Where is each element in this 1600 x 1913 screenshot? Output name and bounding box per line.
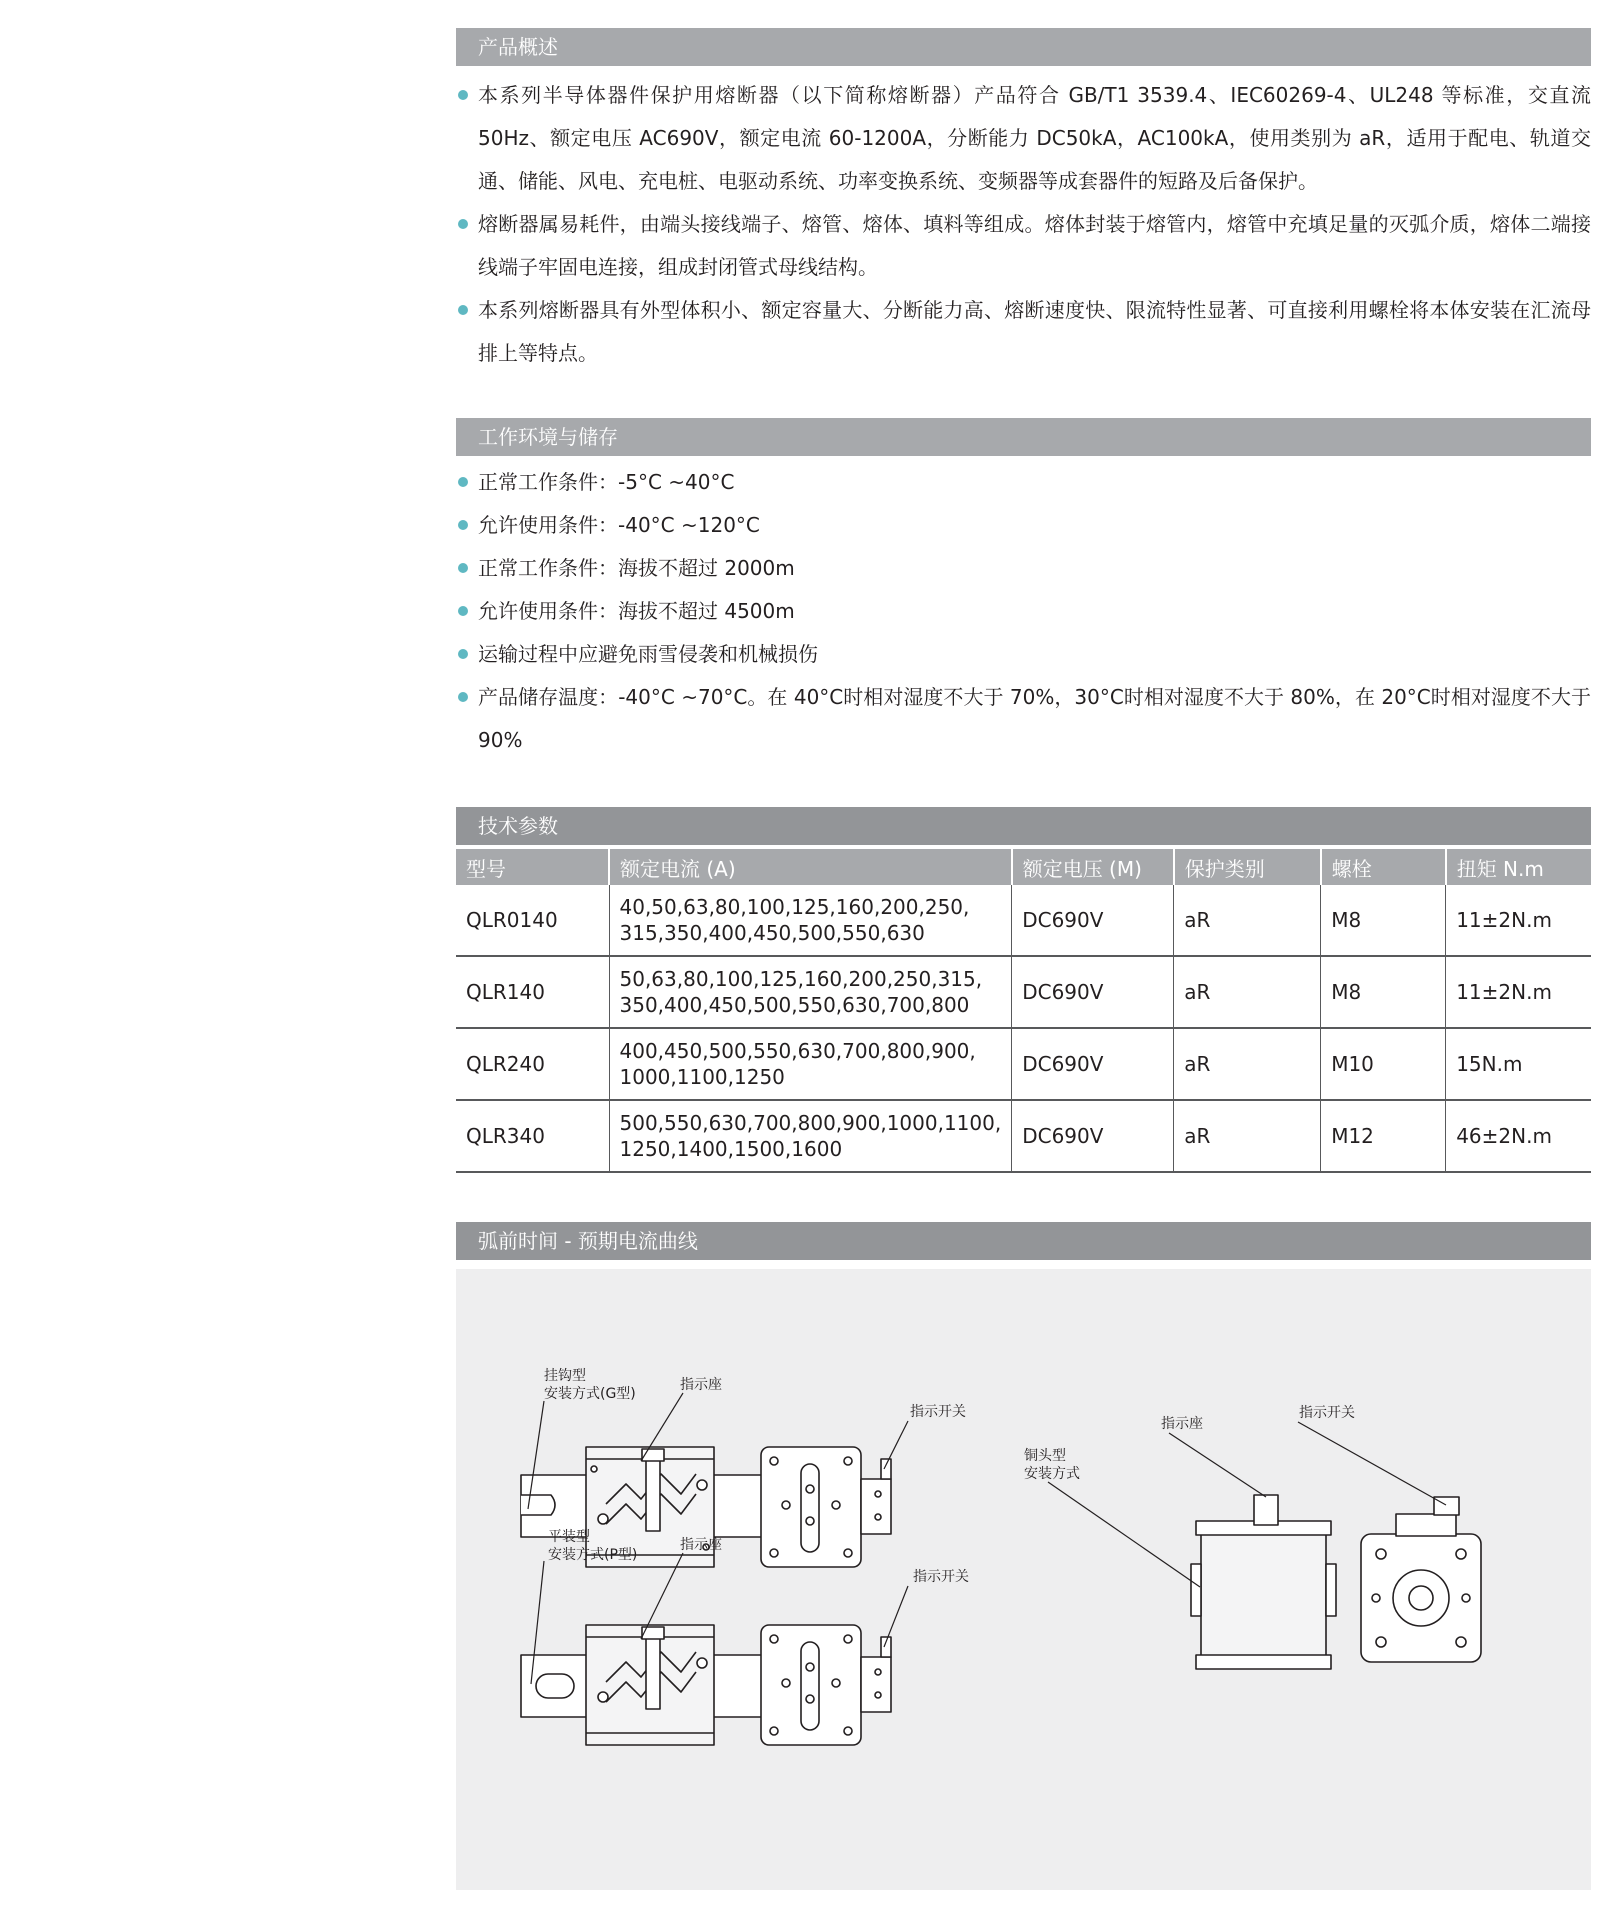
environment-item: 运输过程中应避免雨雪侵袭和机械损伤 bbox=[456, 633, 1591, 676]
cell-category: aR bbox=[1174, 885, 1321, 956]
indicator-seat-label: 指示座 bbox=[680, 1377, 722, 1393]
environment-item: 正常工作条件：-5°C ~40°C bbox=[456, 461, 1591, 504]
col-current: 额定电流 (A) bbox=[609, 849, 1012, 885]
col-model: 型号 bbox=[456, 849, 609, 885]
cell-bolt: M8 bbox=[1321, 885, 1446, 956]
current-line: 315,350,400,450,500,550,630 bbox=[619, 921, 925, 945]
cell-bolt: M8 bbox=[1321, 956, 1446, 1028]
cell-current bbox=[609, 956, 1012, 1028]
overview-item: 本系列熔断器具有外型体积小、额定容量大、分断能力高、熔断速度快、限流特性显著、可直接利用螺栓将本体安装在汇流母排上等特点。 bbox=[456, 289, 1591, 375]
p-type-side-drawing bbox=[761, 1625, 891, 1745]
environment-section bbox=[456, 418, 1591, 762]
cell-current bbox=[609, 885, 1012, 956]
g-type-side-drawing bbox=[761, 1447, 891, 1567]
cell-model: QLR240 bbox=[456, 1028, 609, 1100]
cell-current bbox=[609, 1100, 1012, 1172]
cell-model: QLR0140 bbox=[456, 885, 609, 956]
specs-header-row bbox=[456, 849, 1591, 885]
table-row bbox=[456, 885, 1591, 956]
table-row bbox=[456, 956, 1591, 1028]
current-line: 40,50,63,80,100,125,160,200,250, bbox=[619, 895, 970, 919]
current-line: 400,450,500,550,630,700,800,900, bbox=[619, 1039, 976, 1063]
bolt-type-label bbox=[1024, 1447, 1080, 1483]
environment-item: 允许使用条件：海拔不超过 4500m bbox=[456, 590, 1591, 633]
indicator-switch-label: 指示开关 bbox=[1299, 1405, 1355, 1421]
cell-voltage: DC690V bbox=[1012, 956, 1174, 1028]
environment-list bbox=[456, 461, 1591, 762]
cell-voltage: DC690V bbox=[1012, 885, 1174, 956]
p-type-label bbox=[548, 1528, 637, 1564]
cell-bolt: M12 bbox=[1321, 1100, 1446, 1172]
cell-category: aR bbox=[1174, 956, 1321, 1028]
cell-voltage: DC690V bbox=[1012, 1100, 1174, 1172]
overview-section bbox=[456, 28, 1591, 375]
cell-current bbox=[609, 1028, 1012, 1100]
indicator-switch-label: 指示开关 bbox=[913, 1569, 969, 1585]
overview-item: 本系列半导体器件保护用熔断器（以下简称熔断器）产品符合 GB/T1 3539.4、IEC60269-4、UL248 等标准，交直流 50Hz、额定电压 AC690V，额定电流 60-1200A，分断能力 DC50kA，AC100kA，使用类别为 aR，适用于配电、轨道交通、储能、风电、充电桩、电驱动系统、功率变换系统、变频器等成套器件的短路及后备保护。 bbox=[456, 74, 1591, 203]
curve-section bbox=[456, 1222, 1591, 1260]
overview-list bbox=[456, 74, 1591, 375]
indicator-switch-label: 指示开关 bbox=[910, 1404, 966, 1420]
current-line: 350,400,450,500,550,630,700,800 bbox=[619, 993, 970, 1017]
specs-section bbox=[456, 807, 1591, 1173]
cell-torque: 46±2N.m bbox=[1446, 1100, 1591, 1172]
col-torque: 扭矩 N.m bbox=[1446, 849, 1591, 885]
overview-item: 熔断器属易耗件，由端头接线端子、熔管、熔体、填料等组成。熔体封装于熔管内，熔管中充填足量的灭弧介质，熔体二端接线端子牢固电连接，组成封闭管式母线结构。 bbox=[456, 203, 1591, 289]
environment-title: 工作环境与储存 bbox=[456, 418, 1591, 456]
current-line: 500,550,630,700,800,900,1000,1100, bbox=[619, 1111, 1002, 1135]
p-type-label-line: 平装型 bbox=[548, 1529, 590, 1545]
g-type-label bbox=[544, 1367, 636, 1403]
cell-torque: 15N.m bbox=[1446, 1028, 1591, 1100]
cell-bolt: M10 bbox=[1321, 1028, 1446, 1100]
g-type-label-line: 安装方式(G型) bbox=[544, 1386, 636, 1402]
bolt-type-label-line: 安装方式 bbox=[1024, 1466, 1080, 1482]
cell-category: aR bbox=[1174, 1028, 1321, 1100]
col-bolt: 螺栓 bbox=[1321, 849, 1446, 885]
current-line: 50,63,80,100,125,160,200,250,315, bbox=[619, 967, 983, 991]
cell-category: aR bbox=[1174, 1100, 1321, 1172]
current-line: 1000,1100,1250 bbox=[619, 1065, 785, 1089]
bolt-type-label-line: 铜头型 bbox=[1024, 1448, 1066, 1464]
environment-item: 产品储存温度：-40°C ~70°C。在 40°C时相对湿度不大于 70%，30°C时相对湿度不大于 80%，在 20°C时相对湿度不大于 90% bbox=[456, 676, 1591, 762]
current-line: 1250,1400,1500,1600 bbox=[619, 1137, 843, 1161]
cell-model: QLR340 bbox=[456, 1100, 609, 1172]
g-type-label-line: 挂钩型 bbox=[544, 1368, 586, 1384]
installation-diagram bbox=[456, 1269, 1591, 1890]
fuse-drawings bbox=[456, 1269, 1591, 1890]
table-row bbox=[456, 1100, 1591, 1172]
overview-title: 产品概述 bbox=[456, 28, 1591, 66]
col-voltage: 额定电压 (M) bbox=[1012, 849, 1174, 885]
cell-voltage: DC690V bbox=[1012, 1028, 1174, 1100]
table-row bbox=[456, 1028, 1591, 1100]
specs-title: 技术参数 bbox=[456, 807, 1591, 845]
indicator-seat-label: 指示座 bbox=[680, 1537, 722, 1553]
cell-model: QLR140 bbox=[456, 956, 609, 1028]
col-category: 保护类别 bbox=[1174, 849, 1321, 885]
cell-torque: 11±2N.m bbox=[1446, 885, 1591, 956]
cell-torque: 11±2N.m bbox=[1446, 956, 1591, 1028]
bolt-type-fuse-drawing bbox=[1191, 1495, 1481, 1669]
environment-item: 正常工作条件：海拔不超过 2000m bbox=[456, 547, 1591, 590]
curve-title: 弧前时间 - 预期电流曲线 bbox=[456, 1222, 1591, 1260]
specs-table bbox=[456, 849, 1591, 1173]
p-type-label-line: 安装方式(P型) bbox=[548, 1547, 638, 1563]
environment-item: 允许使用条件：-40°C ~120°C bbox=[456, 504, 1591, 547]
indicator-seat-label: 指示座 bbox=[1161, 1416, 1203, 1432]
